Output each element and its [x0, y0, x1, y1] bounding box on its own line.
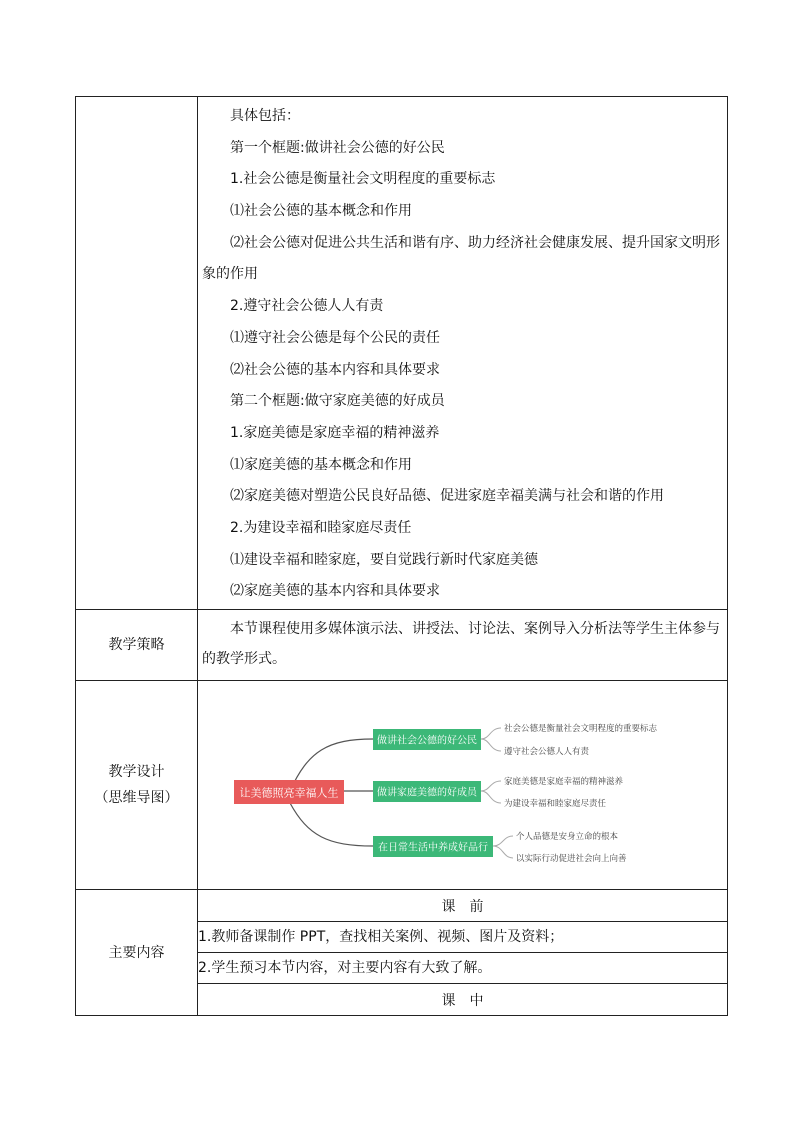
mindmap-leaf-connector [481, 781, 501, 791]
mindmap-cell [198, 681, 728, 890]
content-line: 2.遵守社会公德人人有责 [230, 298, 384, 315]
main-item: 2.学生预习本节内容，对主要内容有大致了解。 [198, 953, 728, 984]
strategy-label: 教学策略 [76, 610, 198, 681]
mindmap-leaf: 遵守社会公德人人有责 [504, 747, 590, 757]
content-list [198, 97, 727, 608]
mindmap-branch-label: 做讲家庭美德的好成员 [377, 787, 477, 799]
design-label-line1: 教学设计 [108, 764, 165, 780]
mindmap-leaf: 为建设幸福和睦家庭尽责任 [504, 799, 607, 809]
content-row [76, 97, 728, 610]
in-class-heading: 课 中 [198, 984, 728, 1016]
strategy-row [76, 610, 728, 681]
mindmap-leaf-connector [493, 836, 513, 846]
mindmap-branch-label: 做讲社会公德的好公民 [377, 735, 477, 747]
mindmap-root-label: 让美德照亮幸福人生 [239, 786, 339, 800]
content-line: ⑵家庭美德对塑造公民良好品德、促进家庭幸福美满与社会和谐的作用 [230, 488, 664, 505]
content-line: ⑵社会公德对促进公共生活和谐有序、助力经济社会健康发展、提升国家文明形象的作用 [202, 234, 720, 283]
content-line: 第二个框题:做守家庭美德的好成员 [230, 393, 445, 410]
main-content-row [76, 890, 728, 922]
mindmap-leaf-connector [481, 791, 501, 803]
mindmap-leaf: 以实际行动促进社会向上向善 [516, 854, 627, 864]
mindmap-leaf-connector [481, 739, 501, 751]
content-line: ⑵家庭美德的基本内容和具体要求 [230, 583, 440, 600]
content-line: 1.社会公德是衡量社会文明程度的重要标志 [230, 171, 496, 188]
content-line: ⑵社会公德的基本内容和具体要求 [230, 361, 440, 378]
strategy-cell [198, 610, 728, 681]
content-cell [198, 97, 728, 610]
mindmap-leaf-connector [481, 728, 501, 739]
mindmap-leaf: 个人品德是安身立命的根本 [516, 832, 619, 842]
content-line: ⑴社会公德的基本概念和作用 [230, 203, 412, 220]
mindmap-branch-label: 在日常生活中养成好品行 [378, 842, 488, 854]
empty-label-cell [76, 97, 198, 610]
content-line: 具体包括： [230, 108, 300, 124]
design-label-line2: （思维导图） [94, 790, 179, 806]
mindmap-leaf-connector [493, 846, 513, 858]
content-line: ⑴遵守社会公德是每个公民的责任 [230, 329, 440, 346]
mindmap [198, 681, 728, 889]
strategy-text: 本节课程使用多媒体演示法、讲授法、讨论法、案例导入分析法等学生主体参与的教学形式。 [202, 621, 720, 667]
design-label [76, 681, 198, 890]
content-line: ⑴家庭美德的基本概念和作用 [230, 456, 412, 473]
content-line: 2.为建设幸福和睦家庭尽责任 [230, 519, 412, 536]
content-line: ⑴建设幸福和睦家庭，要自觉践行新时代家庭美德 [230, 551, 538, 568]
design-row [76, 681, 728, 890]
mindmap-connector [290, 803, 373, 846]
content-line: 1.家庭美德是家庭幸福的精神滋养 [230, 424, 440, 441]
content-line: 第一个框题:做讲社会公德的好公民 [230, 139, 445, 156]
mindmap-leaf: 社会公德是衡量社会文明程度的重要标志 [504, 724, 658, 734]
before-class-heading: 课 前 [198, 890, 728, 922]
main-content-label: 主要内容 [76, 890, 198, 1016]
lesson-plan-table [75, 96, 728, 1016]
main-item: 1.教师备课制作 PPT，查找相关案例、视频、图片及资料； [198, 922, 728, 953]
mindmap-leaf: 家庭美德是家庭幸福的精神滋养 [504, 777, 624, 787]
